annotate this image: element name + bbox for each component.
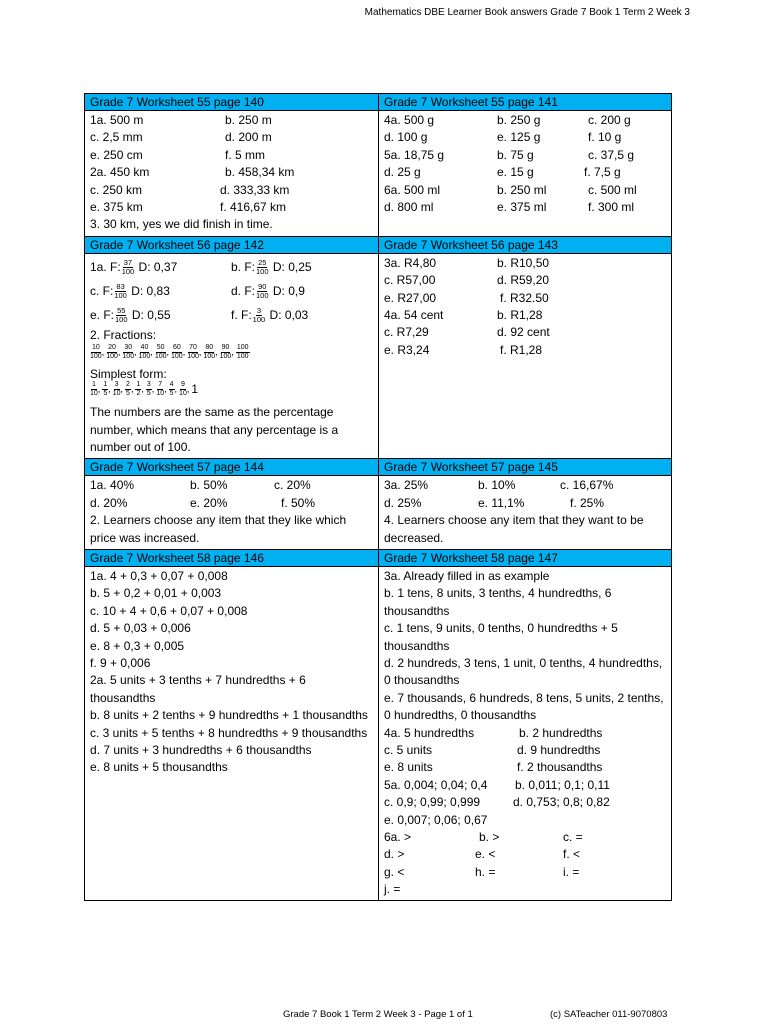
fraction xyxy=(106,344,118,361)
answer-line: 4. Learners choose any item that they want to be decreased. xyxy=(384,513,644,545)
answer-line xyxy=(90,164,374,181)
fraction xyxy=(169,381,175,398)
denominator: 100 xyxy=(90,353,102,361)
section-heading: Grade 7 Worksheet 56 page 143 xyxy=(379,236,672,253)
fraction xyxy=(139,344,151,361)
answer: d. 20% xyxy=(90,495,128,510)
answer: c. 250 km xyxy=(90,182,143,197)
denominator: 10 xyxy=(90,390,98,398)
denominator: 10 xyxy=(179,390,187,398)
denominator: 100 xyxy=(252,315,266,325)
numerator: 30 xyxy=(124,344,133,352)
numerator: 70 xyxy=(189,344,197,352)
answer-cell xyxy=(85,476,379,550)
answer-cell xyxy=(379,253,672,459)
numerator: 37 xyxy=(123,258,133,268)
content-row xyxy=(85,566,672,901)
numerator: 25 xyxy=(258,258,267,268)
numerator: 7 xyxy=(158,381,163,389)
answer: d. 92 cent xyxy=(497,325,550,340)
section-heading: Grade 7 Worksheet 55 page 141 xyxy=(379,94,672,111)
answer-line xyxy=(384,182,667,199)
section-heading: Grade 7 Worksheet 58 page 147 xyxy=(379,549,672,566)
answer: e. 375 ml xyxy=(497,199,547,214)
fraction xyxy=(146,381,152,398)
answer-cell xyxy=(379,111,672,237)
answer-line: e. 8 + 0,3 + 0,005 xyxy=(90,638,185,653)
answer-line xyxy=(90,129,374,146)
answer-line: d. 5 + 0,03 + 0,006 xyxy=(90,621,191,636)
separator: , xyxy=(166,347,170,358)
answer-line xyxy=(90,495,374,512)
denominator: 100 xyxy=(122,353,135,361)
numerator: 1 xyxy=(136,381,141,389)
answer-group xyxy=(231,255,312,279)
decimal: D: 0,55 xyxy=(131,307,171,322)
answer: f. 2 thousandths xyxy=(517,760,603,775)
answer: f. 7,5 g xyxy=(584,165,621,180)
separator: , xyxy=(97,384,101,395)
content-row xyxy=(85,111,672,237)
answer: 6a. 500 ml xyxy=(384,182,441,197)
answer: c. 37,5 g xyxy=(588,147,635,162)
numerator: 83 xyxy=(116,282,125,292)
answer: h. = xyxy=(475,864,496,879)
answer-line: j. = xyxy=(384,882,401,897)
denominator: 5 xyxy=(126,390,130,398)
numerator: 3 xyxy=(256,306,262,316)
answer-line: 2. Learners choose any item that they like which price was increased. xyxy=(90,513,347,545)
answer-line xyxy=(90,199,374,216)
fraction xyxy=(220,344,232,361)
answer: b. 0,011; 0,1; 0,11 xyxy=(515,777,610,792)
answer: d. 200 m xyxy=(225,130,272,145)
answer: c. 16,67% xyxy=(560,478,614,493)
answer-line: 3a. Already filled in as example xyxy=(384,568,550,583)
separator: , xyxy=(174,384,178,395)
answer: i. = xyxy=(563,864,580,879)
answer: f. R32.50 xyxy=(500,290,549,305)
answers-table xyxy=(84,93,672,901)
numerator: 1 xyxy=(91,381,96,389)
separator: , xyxy=(141,384,144,395)
answer: b. > xyxy=(479,829,500,844)
fraction-answer-line xyxy=(90,279,374,303)
separator: , xyxy=(215,347,218,358)
answer: d. 100 g xyxy=(384,130,428,145)
section-heading: Grade 7 Worksheet 58 page 146 xyxy=(85,549,379,566)
answer-group xyxy=(231,279,305,303)
answer-cell xyxy=(85,566,379,901)
answer: 4a. 5 hundredths xyxy=(384,725,475,740)
label: b. F: xyxy=(231,259,256,274)
answer: f. 25% xyxy=(570,495,605,510)
denominator: 10 xyxy=(112,390,121,398)
answer-group xyxy=(231,303,308,327)
fraction xyxy=(179,381,187,398)
answer-line xyxy=(90,147,374,164)
label: d. F: xyxy=(231,283,256,298)
answer-line: f. 9 + 0,006 xyxy=(90,655,151,670)
answer: d. 25% xyxy=(384,495,422,510)
numerator: 50 xyxy=(156,344,165,352)
answer: b. 2 hundredths xyxy=(519,725,603,740)
answer: f. 10 g xyxy=(588,130,622,145)
answer: d. 800 ml xyxy=(384,199,434,214)
label: f. F: xyxy=(231,307,252,322)
denominator: 100 xyxy=(187,353,199,361)
denominator: 100 xyxy=(256,291,269,301)
page-footer-right: (c) SATeacher 011-9070803 xyxy=(550,1009,668,1020)
answer-line xyxy=(384,342,667,359)
answer: f. 300 ml xyxy=(588,199,635,214)
answer-line xyxy=(384,255,667,272)
answer-line: c. 3 units + 5 tenths + 8 hundredths + 9 thousandths xyxy=(90,725,368,740)
denominator: 100 xyxy=(236,353,249,361)
answer: c. R57,00 xyxy=(384,273,436,288)
answer: f. 5 mm xyxy=(225,147,266,162)
answer: b. 250 ml xyxy=(497,182,547,197)
answer-cell xyxy=(379,476,672,550)
answer: f. R1,28 xyxy=(500,342,543,357)
denominator: 100 xyxy=(154,353,167,361)
answer-line xyxy=(384,147,667,164)
answer-line: e. 7 thousands, 6 hundreds, 8 tens, 5 units, 2 tenths, 0 hundredths, 0 thousandths xyxy=(384,690,664,723)
answer: b. 458,34 km xyxy=(225,165,295,180)
header-row xyxy=(85,236,672,253)
answer: c. 5 units xyxy=(384,742,433,757)
separator: , xyxy=(198,347,202,358)
answer-line xyxy=(384,324,667,341)
fraction xyxy=(203,344,215,361)
separator: , xyxy=(120,384,124,395)
answer-line: 2a. 5 units + 3 tenths + 7 hundredths + 6 thousandths xyxy=(90,673,306,705)
decimal: D: 0,37 xyxy=(138,259,178,274)
answer-line xyxy=(384,725,667,742)
fraction xyxy=(155,344,167,361)
fraction xyxy=(171,344,183,361)
answer: 5a. 0,004; 0,04; 0,4 xyxy=(384,777,488,792)
answer: f. 416,67 km xyxy=(220,199,287,214)
answer: e. 11,1% xyxy=(478,495,525,510)
fraction xyxy=(122,344,134,361)
separator: , xyxy=(130,384,134,395)
answer-line: c. 1 tens, 9 units, 0 tenths, 0 hundredths + 5 thousandths xyxy=(384,621,618,653)
decimal: D: 0,83 xyxy=(131,283,170,298)
answer-line: b. 1 tens, 8 units, 3 tenths, 4 hundredths, 6 thousandths xyxy=(384,586,612,618)
answer-line xyxy=(384,829,667,846)
separator: , xyxy=(101,347,105,358)
answer-line: d. 7 units + 3 hundredths + 6 thousandths xyxy=(90,742,312,757)
answer: e. 125 g xyxy=(497,130,541,145)
label: 1a. F: xyxy=(90,259,121,274)
label: e. F: xyxy=(90,307,115,322)
answer: c. 2,5 mm xyxy=(90,130,143,145)
answer-line xyxy=(384,759,667,776)
answer: 3a. 25% xyxy=(384,478,429,493)
answer: 4a. 500 g xyxy=(384,113,435,127)
section-heading: Grade 7 Worksheet 57 page 145 xyxy=(379,459,672,476)
numerator: 90 xyxy=(221,344,230,352)
separator: , xyxy=(117,347,121,358)
answer-line xyxy=(384,112,667,129)
decimal: D: 0,25 xyxy=(272,259,312,274)
answer: 4a. 54 cent xyxy=(384,307,444,322)
answer-line xyxy=(384,199,667,216)
fraction xyxy=(90,381,98,398)
page-footer-left: Grade 7 Book 1 Term 2 Week 3 - Page 1 of 1 xyxy=(283,1009,473,1020)
content-row xyxy=(85,253,672,459)
answer-line xyxy=(384,129,667,146)
header-row xyxy=(85,94,672,111)
answer-line: 3. 30 km, yes we did finish in time. xyxy=(90,217,273,232)
answer: b. 250 m xyxy=(225,113,272,127)
numerator: 40 xyxy=(140,344,149,352)
numerator: 2 xyxy=(126,381,130,389)
fraction xyxy=(156,381,164,398)
fraction xyxy=(113,381,121,398)
answer: 3a. R4,80 xyxy=(384,255,437,270)
fraction xyxy=(122,259,135,276)
answer: e. 375 km xyxy=(90,199,143,214)
answer: e. R27,00 xyxy=(384,290,437,305)
answer-line xyxy=(384,794,667,811)
fraction-answer-line xyxy=(90,303,374,327)
fraction xyxy=(256,259,269,276)
simplest-form-list xyxy=(90,381,374,404)
fraction xyxy=(236,344,250,361)
answer: 1a. 500 m xyxy=(90,113,144,127)
numerator: 90 xyxy=(258,282,267,292)
answer: c. 200 g xyxy=(588,113,631,127)
answer: c. 500 ml xyxy=(588,182,637,197)
answer-line: e. 8 units + 5 thousandths xyxy=(90,760,228,775)
denominator: 100 xyxy=(256,267,269,277)
answer-line: c. 10 + 4 + 0,6 + 0,07 + 0,008 xyxy=(90,603,248,618)
answer-line: b. 5 + 0,2 + 0,01 + 0,003 xyxy=(90,586,222,601)
answer-cell xyxy=(85,253,379,459)
page-header: Mathematics DBE Learner Book answers Grade 7 Book 1 Term 2 Week 3 xyxy=(364,7,690,18)
answer: c. R7,29 xyxy=(384,325,429,340)
separator: , xyxy=(134,347,137,358)
answer-line xyxy=(384,864,667,881)
answer-line: b. 8 units + 2 tenths + 9 hundredths + 1 thousandths xyxy=(90,708,368,723)
numerator: 9 xyxy=(180,381,185,389)
answer: f. < xyxy=(563,847,581,862)
denominator: 5 xyxy=(146,390,151,398)
answer: e. 8 units xyxy=(384,760,433,775)
answer: e. 20% xyxy=(190,495,228,510)
answer: d. 333,33 km xyxy=(220,182,290,197)
answer-line xyxy=(384,742,667,759)
answer-line xyxy=(384,307,667,324)
answer-line xyxy=(384,846,667,863)
denominator: 100 xyxy=(219,353,232,361)
fraction xyxy=(114,283,127,300)
answer: b. 75 g xyxy=(497,147,534,162)
separator: , xyxy=(164,384,167,395)
header-row xyxy=(85,459,672,476)
answer-line xyxy=(384,290,667,307)
answer-line xyxy=(384,495,667,512)
answer: d. 0,753; 0,8; 0,82 xyxy=(513,795,610,810)
denominator: 100 xyxy=(115,315,128,325)
section-heading: Grade 7 Worksheet 57 page 144 xyxy=(85,459,379,476)
section-heading: Grade 7 Worksheet 55 page 140 xyxy=(85,94,379,111)
answer: d. 9 hundredths xyxy=(517,742,601,757)
fraction xyxy=(115,307,128,324)
numerator: 20 xyxy=(108,344,116,352)
numerator: 4 xyxy=(169,381,174,389)
separator: , xyxy=(231,347,234,358)
denominator: 100 xyxy=(121,267,135,277)
numerator: 3 xyxy=(114,381,119,389)
whole-number: 1 xyxy=(191,382,199,397)
answer-cell xyxy=(379,566,672,901)
denominator: 100 xyxy=(114,291,127,301)
answer: e. 15 g xyxy=(497,165,534,180)
content-row xyxy=(85,476,672,550)
denominator: 100 xyxy=(106,353,118,361)
answer: g. < xyxy=(384,864,405,879)
answer: 6a. > xyxy=(384,829,412,844)
answer: e. 250 cm xyxy=(90,147,143,162)
answer: d. R59,20 xyxy=(497,273,550,288)
fraction-answer-line xyxy=(90,255,374,279)
answer-line: e. 0,007; 0,06; 0,67 xyxy=(384,812,488,827)
answer-line: d. 2 hundreds, 3 tens, 1 unit, 0 tenths, 4 hundredths, 0 thousandths xyxy=(384,655,663,688)
numerator: 10 xyxy=(91,344,100,352)
answer: b. 50% xyxy=(190,478,228,493)
answer: 1a. 40% xyxy=(90,478,135,493)
denominator: 100 xyxy=(138,353,151,361)
answer: b. 10% xyxy=(478,478,516,493)
denominator: 5 xyxy=(103,390,108,398)
separator: , xyxy=(108,384,111,395)
answer: d. 25 g xyxy=(384,165,421,180)
answer: e. R3,24 xyxy=(384,342,430,357)
decimal: D: 0,03 xyxy=(269,307,309,322)
numerator: 100 xyxy=(236,344,249,352)
answer-line xyxy=(90,477,374,494)
answer: f. 50% xyxy=(281,495,316,510)
answer-line: 1a. 4 + 0,3 + 0,07 + 0,008 xyxy=(90,568,228,583)
separator: , xyxy=(186,384,190,395)
numerator: 60 xyxy=(172,344,181,352)
fraction xyxy=(256,283,269,300)
answer-line: Simplest form: xyxy=(90,367,167,382)
answer: b. 250 g xyxy=(497,113,541,127)
answer: d. > xyxy=(384,847,405,862)
denominator: 5 xyxy=(169,390,174,398)
denominator: 100 xyxy=(171,353,183,361)
numerator: 80 xyxy=(205,344,214,352)
answer-line xyxy=(90,182,374,199)
numerator: 3 xyxy=(146,381,151,389)
answer: 5a. 18,75 g xyxy=(384,147,445,162)
section-heading: Grade 7 Worksheet 56 page 142 xyxy=(85,236,379,253)
answer: b. R10,50 xyxy=(497,255,550,270)
denominator: 2 xyxy=(136,390,141,398)
fraction xyxy=(90,344,102,361)
fraction xyxy=(187,344,199,361)
decimal: D: 0,9 xyxy=(272,283,305,298)
answer-line: 2. Fractions: xyxy=(90,327,157,342)
answer: b. R1,28 xyxy=(497,307,543,322)
separator: , xyxy=(150,347,153,358)
answer: c. = xyxy=(563,829,583,844)
answer: e. < xyxy=(475,847,496,862)
denominator: 10 xyxy=(156,390,165,398)
answer-line xyxy=(384,777,667,794)
answer: c. 0,9; 0,99; 0,999 xyxy=(384,795,481,810)
fractions-list xyxy=(90,344,374,367)
answer-line xyxy=(384,477,667,494)
fraction xyxy=(253,307,266,324)
explanation-text: The numbers are the same as the percentage number, which means that any percentage is a number out of 100. xyxy=(90,405,339,454)
denominator: 100 xyxy=(203,353,216,361)
answer-line xyxy=(384,164,667,181)
label: c. F: xyxy=(90,283,114,298)
answer-line xyxy=(90,112,374,129)
answer-cell xyxy=(85,111,379,237)
answer-line xyxy=(384,272,667,289)
answer: 2a. 450 km xyxy=(90,165,150,180)
separator: , xyxy=(151,384,155,395)
separator: , xyxy=(182,347,186,358)
numerator: 1 xyxy=(103,381,108,389)
header-row xyxy=(85,549,672,566)
answer: c. 20% xyxy=(274,478,311,493)
numerator: 55 xyxy=(117,306,126,316)
